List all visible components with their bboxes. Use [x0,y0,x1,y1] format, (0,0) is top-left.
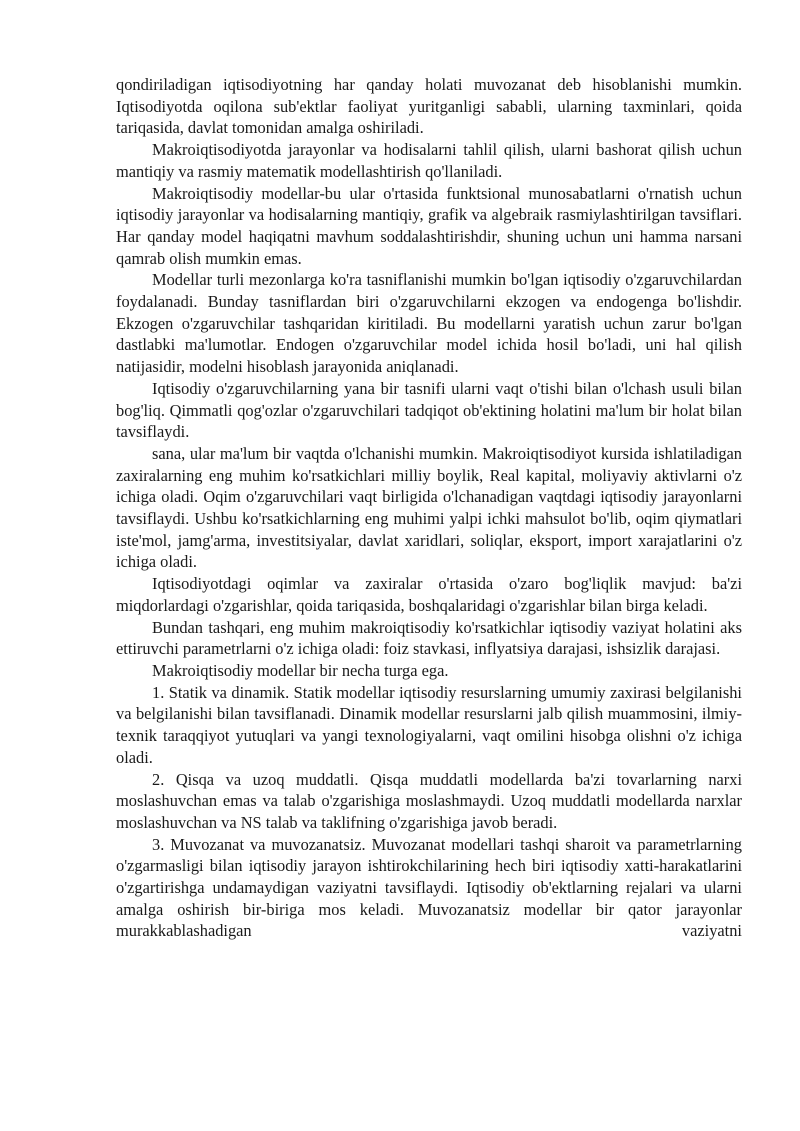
paragraph-8: Bundan tashqari, eng muhim makroiqtisodiy ko'rsatkichlar iqtisodiy vaziyat holatini aks ettiruvchi parametrlarni o'z ichiga oladi: foiz stavkasi, inflyatsiya darajasi, ishsizlik darajasi. [116,617,742,659]
paragraph-6: sana, ular ma'lum bir vaqtda o'lchanishi mumkin. Makroiqtisodiyot kursida ishlatiladigan zaxiralarning eng muhim ko'rsatkichlari milliy boylik, Real kapital, moliyaviy aktivlarni o'z ichiga oladi. Oqim o'zgaruvchilari vaqt birligida o'lchanadigan vaqtdagi iqtisodiy jarayonlarni tavsiflaydi. Ushbu ko'rsatkichlarning eng muhimi yalpi ichki mahsulot bo'lib, oqim qiymatlari iste'mol, jamg'arma, investitsiyalar, davlat xaridlari, soliqlar, eksport, import xarajatlarini o'z ichiga oladi. [116,443,742,572]
paragraph-7: Iqtisodiyotdagi oqimlar va zaxiralar o'rtasida o'zaro bog'liqlik mavjud: ba'zi miqdorlardagi o'zgarishlar, qoida tariqasida, boshqalaridagi o'zgarishlar bilan birga keladi. [116,574,742,615]
list-item-2: 2. Qisqa va uzoq muddatli. Qisqa muddatli modellarda ba'zi tovarlarning narxi moslashuvchan emas va talab o'zgarishiga moslashmaydi. Uzoq muddatli modellarda narxlar moslashuvchan va NS talab va taklifning o'zgarishiga javob beradi. [116,769,742,832]
list-item-3: 3. Muvozanat va muvozanatsiz. Muvozanat modellari tashqi sharoit va parametrlarning o'zgarmasligi bilan iqtisodiy jarayon ishtirokchilarining hech biri iqtisodiy xatti-harakatlarini o'zgartirishga undamaydigan vaziyatni tavsiflaydi. Iqtisodiy ob'ektlarning rejalari va ularni amalga oshirish bir-biriga mos keladi. Muvozanatsiz modellar bir qator jarayonlar murakkablashadigan vaziyatni [116,834,742,941]
paragraph-3: Makroiqtisodiy modellar-bu ular o'rtasida funktsional munosabatlarni o'rnatish uchun iqtisodiy jarayonlar va hodisalarning mantiqiy, grafik va algebraik rasmiylashtirilgan tavsiflari. Har qanday model haqiqatni mavhum soddalashtirishdir, shuning uchun uni hamma narsani qamrab olish mumkin emas. [116,183,742,268]
paragraph-4: Modellar turli mezonlarga ko'ra tasniflanishi mumkin bo'lgan iqtisodiy o'zgaruvchilardan foydalanadi. Bunday tasniflardan biri o'zgaruvchilarni ekzogen va endogenga bo'lishdir. Ekzogen o'zgaruvchilar tashqaridan kiritiladi. Bu modellarni yaratish uchun zarur bo'lgan dastlabki ma'lumotlar. Endogen o'zgaruvchilar model ichida hosil bo'ladi, uni hal qilish natijasidir, modelni hisoblash jarayonida aniqlanadi. [116,270,742,377]
paragraph-5: Iqtisodiy o'zgaruvchilarning yana bir tasnifi ularni vaqt o'tishi bilan o'lchash usuli bilan bog'liq. Qimmatli qog'ozlar o'zgaruvchilari tadqiqot ob'ektining holatini ma'lum bir holat bilan tavsiflaydi. [116,378,742,442]
document-page [116,74,742,942]
paragraph-2: Makroiqtisodiyotda jarayonlar va hodisalarni tahlil qilish, ularni bashorat qilish uchun mantiqiy va rasmiy matematik modellashtirish qo'llaniladi. [116,140,742,181]
list-item-1: 1. Statik va dinamik. Statik modellar iqtisodiy resurslarning umumiy zaxirasi belgilanishi va belgilanishi bilan tavsiflanadi. Dinamik modellar resurslarni jalb qilish muammosini, ilmiy-texnik taraqqiyot yutuqlari va yangi texnologiyalarni, vaqt omilini hisobga olishni o'z ichiga oladi. [116,682,742,767]
paragraph-9: Makroiqtisodiy modellar bir necha turga ega. [152,660,449,680]
paragraph-1: qondiriladigan iqtisodiyotning har qanday holati muvozanat deb hisoblanishi mumkin. Iqtisodiyotda oqilona sub'ektlar faoliyat yuritganligi sababli, ularning taxminlari, qoida tariqasida, davlat tomonidan amalga oshiriladi. [116,75,742,138]
